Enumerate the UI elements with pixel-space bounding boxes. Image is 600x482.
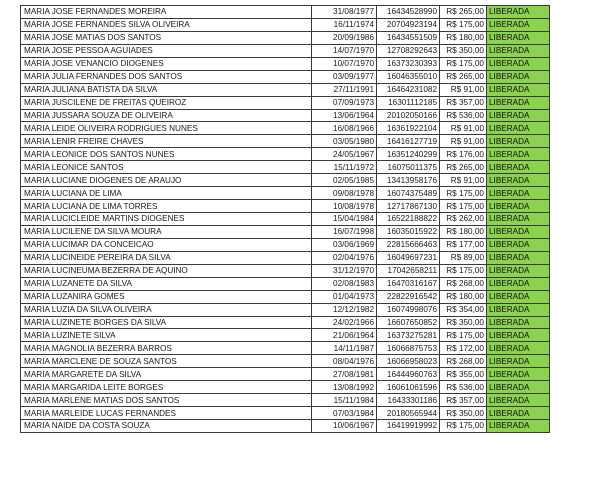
cell-status: LIBERADA: [487, 303, 550, 316]
cell-id-number: 12717867130: [377, 200, 440, 213]
cell-status: LIBERADA: [487, 381, 550, 394]
cell-birth-date: 24/02/1966: [312, 316, 377, 329]
cell-value: R$ 536,00: [440, 109, 487, 122]
cell-id-number: 22815666463: [377, 238, 440, 251]
cell-value: R$ 175,00: [440, 264, 487, 277]
table-row: [21, 135, 550, 148]
cell-birth-date: 31/08/1977: [312, 6, 377, 19]
cell-status: LIBERADA: [487, 342, 550, 355]
cell-id-number: 20180565944: [377, 407, 440, 420]
cell-value: R$ 180,00: [440, 225, 487, 238]
table-row: [21, 213, 550, 226]
cell-birth-date: 12/12/1982: [312, 303, 377, 316]
cell-value: R$ 177,00: [440, 238, 487, 251]
cell-birth-date: 10/07/1970: [312, 57, 377, 70]
table-row: [21, 238, 550, 251]
table-row: [21, 290, 550, 303]
cell-birth-date: 15/04/1984: [312, 213, 377, 226]
cell-value: R$ 91,00: [440, 135, 487, 148]
cell-value: R$ 350,00: [440, 407, 487, 420]
cell-name: MARIA LENIR FREIRE CHAVES: [21, 135, 312, 148]
cell-value: R$ 175,00: [440, 420, 487, 433]
cell-id-number: 16470316167: [377, 277, 440, 290]
cell-name: MARIA LUCILENE DA SILVA MOURA: [21, 225, 312, 238]
table-row: [21, 407, 550, 420]
table-row: [21, 174, 550, 187]
cell-birth-date: 09/08/1978: [312, 187, 377, 200]
cell-id-number: 16066958023: [377, 355, 440, 368]
cell-value: R$ 268,00: [440, 277, 487, 290]
cell-status: LIBERADA: [487, 264, 550, 277]
cell-id-number: 16416127719: [377, 135, 440, 148]
cell-name: MARIA LUZINETE SILVA: [21, 329, 312, 342]
cell-name: MARIA MARLEIDE LUCAS FERNANDES: [21, 407, 312, 420]
cell-value: R$ 172,00: [440, 342, 487, 355]
cell-value: R$ 89,00: [440, 251, 487, 264]
cell-id-number: 16046355010: [377, 70, 440, 83]
cell-name: MARIA MARLENE MATIAS DOS SANTOS: [21, 394, 312, 407]
cell-name: MARIA LUCIANA DE LIMA: [21, 187, 312, 200]
cell-name: MARIA LUZINETE BORGES DA SILVA: [21, 316, 312, 329]
cell-name: MARIA LUZIA DA SILVA OLIVEIRA: [21, 303, 312, 316]
cell-id-number: 16301112185: [377, 96, 440, 109]
table-row: [21, 303, 550, 316]
cell-name: MARIA LUCINEUMA BEZERRA DE AQUINO: [21, 264, 312, 277]
cell-name: MARIA JULIA FERNANDES DOS SANTOS: [21, 70, 312, 83]
table-row: [21, 394, 550, 407]
cell-name: MARIA JOSE VENANCIO DIOGENES: [21, 57, 312, 70]
cell-birth-date: 02/08/1983: [312, 277, 377, 290]
table-row: [21, 18, 550, 31]
cell-id-number: 20102050166: [377, 109, 440, 122]
cell-id-number: 16607650852: [377, 316, 440, 329]
cell-id-number: 16075011375: [377, 161, 440, 174]
cell-birth-date: 08/04/1976: [312, 355, 377, 368]
cell-id-number: 16061061596: [377, 381, 440, 394]
cell-birth-date: 03/09/1977: [312, 70, 377, 83]
cell-status: LIBERADA: [487, 122, 550, 135]
cell-status: LIBERADA: [487, 329, 550, 342]
cell-status: LIBERADA: [487, 238, 550, 251]
cell-id-number: 16373230393: [377, 57, 440, 70]
cell-name: MARIA LUCINEIDE PEREIRA DA SILVA: [21, 251, 312, 264]
cell-id-number: 13413958176: [377, 174, 440, 187]
cell-name: MARIA JOSE PESSOA AGUIADES: [21, 44, 312, 57]
cell-value: R$ 91,00: [440, 83, 487, 96]
cell-id-number: 16074375489: [377, 187, 440, 200]
cell-name: MARIA JOSE FERNANDES SILVA OLIVEIRA: [21, 18, 312, 31]
cell-id-number: 16351240299: [377, 148, 440, 161]
table-row: [21, 161, 550, 174]
cell-name: MARIA LUCIANE DIOGENES DE ARAUJO: [21, 174, 312, 187]
cell-name: MARIA LEONICE DOS SANTOS NUNES: [21, 148, 312, 161]
cell-value: R$ 265,00: [440, 161, 487, 174]
table-row: [21, 31, 550, 44]
cell-name: MARIA MARGARETE DA SILVA: [21, 368, 312, 381]
cell-status: LIBERADA: [487, 290, 550, 303]
cell-value: R$ 176,00: [440, 148, 487, 161]
cell-id-number: 16522188822: [377, 213, 440, 226]
cell-status: LIBERADA: [487, 394, 550, 407]
cell-status: LIBERADA: [487, 18, 550, 31]
cell-status: LIBERADA: [487, 44, 550, 57]
cell-status: LIBERADA: [487, 109, 550, 122]
cell-birth-date: 21/06/1964: [312, 329, 377, 342]
cell-name: MARIA LUCIANA DE LIMA TORRES: [21, 200, 312, 213]
table-row: [21, 96, 550, 109]
cell-id-number: 16434551509: [377, 31, 440, 44]
table-row: [21, 277, 550, 290]
table-row: [21, 368, 550, 381]
cell-value: R$ 180,00: [440, 290, 487, 303]
cell-value: R$ 357,00: [440, 96, 487, 109]
cell-value: R$ 265,00: [440, 70, 487, 83]
cell-birth-date: 16/11/1974: [312, 18, 377, 31]
cell-birth-date: 07/03/1984: [312, 407, 377, 420]
cell-birth-date: 01/04/1973: [312, 290, 377, 303]
cell-birth-date: 13/06/1964: [312, 109, 377, 122]
cell-value: R$ 91,00: [440, 174, 487, 187]
cell-birth-date: 15/11/1972: [312, 161, 377, 174]
cell-status: LIBERADA: [487, 420, 550, 433]
cell-birth-date: 10/08/1978: [312, 200, 377, 213]
cell-name: MARIA LUCICLEIDE MARTINS DIOGENES: [21, 213, 312, 226]
cell-name: MARIA JUSCILENE DE FREITAS QUEIROZ: [21, 96, 312, 109]
cell-name: MARIA LUZANIRA GOMES: [21, 290, 312, 303]
table-row: [21, 187, 550, 200]
table-body: [21, 6, 550, 433]
cell-value: R$ 175,00: [440, 200, 487, 213]
cell-id-number: 22822916542: [377, 290, 440, 303]
cell-id-number: 16434528990: [377, 6, 440, 19]
cell-birth-date: 13/08/1992: [312, 381, 377, 394]
cell-id-number: 20704923194: [377, 18, 440, 31]
cell-status: LIBERADA: [487, 225, 550, 238]
cell-name: MARIA LUCIMAR DA CONCEICAO: [21, 238, 312, 251]
table-row: [21, 355, 550, 368]
cell-name: MARIA JOSE FERNANDES MOREIRA: [21, 6, 312, 19]
table-row: [21, 264, 550, 277]
table-row: [21, 70, 550, 83]
cell-status: LIBERADA: [487, 148, 550, 161]
cell-value: R$ 262,00: [440, 213, 487, 226]
table-row: [21, 6, 550, 19]
cell-value: R$ 91,00: [440, 122, 487, 135]
beneficiary-table: [20, 5, 550, 433]
cell-birth-date: 27/08/1981: [312, 368, 377, 381]
cell-birth-date: 07/09/1973: [312, 96, 377, 109]
cell-birth-date: 14/07/1970: [312, 44, 377, 57]
cell-value: R$ 350,00: [440, 44, 487, 57]
cell-id-number: 16464231082: [377, 83, 440, 96]
cell-value: R$ 175,00: [440, 57, 487, 70]
cell-value: R$ 357,00: [440, 394, 487, 407]
cell-id-number: 16066875753: [377, 342, 440, 355]
cell-status: LIBERADA: [487, 355, 550, 368]
cell-id-number: 16419919992: [377, 420, 440, 433]
cell-status: LIBERADA: [487, 407, 550, 420]
cell-value: R$ 180,00: [440, 31, 487, 44]
table-row: [21, 420, 550, 433]
cell-name: MARIA MARGARIDA LEITE BORGES: [21, 381, 312, 394]
cell-status: LIBERADA: [487, 213, 550, 226]
cell-id-number: 16035015922: [377, 225, 440, 238]
cell-name: MARIA MAGNOLIA BEZERRA BARROS: [21, 342, 312, 355]
cell-value: R$ 265,00: [440, 6, 487, 19]
cell-id-number: 17042658211: [377, 264, 440, 277]
cell-id-number: 16361922104: [377, 122, 440, 135]
cell-status: LIBERADA: [487, 135, 550, 148]
cell-value: R$ 268,00: [440, 355, 487, 368]
cell-birth-date: 20/09/1986: [312, 31, 377, 44]
table-row: [21, 122, 550, 135]
table-row: [21, 316, 550, 329]
cell-value: R$ 175,00: [440, 18, 487, 31]
cell-birth-date: 16/08/1966: [312, 122, 377, 135]
cell-status: LIBERADA: [487, 251, 550, 264]
cell-value: R$ 175,00: [440, 329, 487, 342]
cell-id-number: 12708292643: [377, 44, 440, 57]
cell-value: R$ 175,00: [440, 187, 487, 200]
table-row: [21, 200, 550, 213]
cell-status: LIBERADA: [487, 368, 550, 381]
cell-birth-date: 02/05/1985: [312, 174, 377, 187]
cell-status: LIBERADA: [487, 316, 550, 329]
cell-name: MARIA LEIDE OLIVEIRA RODRIGUES NUNES: [21, 122, 312, 135]
cell-status: LIBERADA: [487, 174, 550, 187]
cell-birth-date: 27/11/1991: [312, 83, 377, 96]
table-row: [21, 329, 550, 342]
cell-name: MARIA LEONICE SANTOS: [21, 161, 312, 174]
cell-id-number: 16074998076: [377, 303, 440, 316]
table-row: [21, 225, 550, 238]
table-row: [21, 381, 550, 394]
cell-id-number: 16444960763: [377, 368, 440, 381]
cell-status: LIBERADA: [487, 57, 550, 70]
cell-status: LIBERADA: [487, 83, 550, 96]
cell-value: R$ 350,00: [440, 316, 487, 329]
cell-birth-date: 02/04/1976: [312, 251, 377, 264]
cell-id-number: 16049697231: [377, 251, 440, 264]
table-row: [21, 83, 550, 96]
cell-birth-date: 03/06/1969: [312, 238, 377, 251]
cell-value: R$ 536,00: [440, 381, 487, 394]
cell-value: R$ 355,00: [440, 368, 487, 381]
cell-status: LIBERADA: [487, 187, 550, 200]
cell-birth-date: 03/05/1980: [312, 135, 377, 148]
table-row: [21, 342, 550, 355]
cell-status: LIBERADA: [487, 70, 550, 83]
cell-birth-date: 14/11/1987: [312, 342, 377, 355]
cell-name: MARIA JULIANA BATISTA DA SILVA: [21, 83, 312, 96]
cell-status: LIBERADA: [487, 200, 550, 213]
cell-name: MARIA MARCLENE DE SOUZA SANTOS: [21, 355, 312, 368]
table-row: [21, 148, 550, 161]
table-row: [21, 251, 550, 264]
cell-id-number: 16373275281: [377, 329, 440, 342]
cell-birth-date: 24/05/1967: [312, 148, 377, 161]
cell-birth-date: 31/12/1970: [312, 264, 377, 277]
table-row: [21, 44, 550, 57]
cell-id-number: 16433301186: [377, 394, 440, 407]
cell-status: LIBERADA: [487, 31, 550, 44]
cell-birth-date: 10/06/1967: [312, 420, 377, 433]
cell-name: MARIA NAIDE DA COSTA SOUZA: [21, 420, 312, 433]
table-row: [21, 109, 550, 122]
table-row: [21, 57, 550, 70]
cell-status: LIBERADA: [487, 96, 550, 109]
cell-name: MARIA JOSE MATIAS DOS SANTOS: [21, 31, 312, 44]
cell-birth-date: 15/11/1984: [312, 394, 377, 407]
cell-value: R$ 354,00: [440, 303, 487, 316]
cell-status: LIBERADA: [487, 161, 550, 174]
cell-name: MARIA JUSSARA SOUZA DE OLIVEIRA: [21, 109, 312, 122]
cell-status: LIBERADA: [487, 6, 550, 19]
cell-name: MARIA LUZANETE DA SILVA: [21, 277, 312, 290]
cell-status: LIBERADA: [487, 277, 550, 290]
cell-birth-date: 16/07/1998: [312, 225, 377, 238]
